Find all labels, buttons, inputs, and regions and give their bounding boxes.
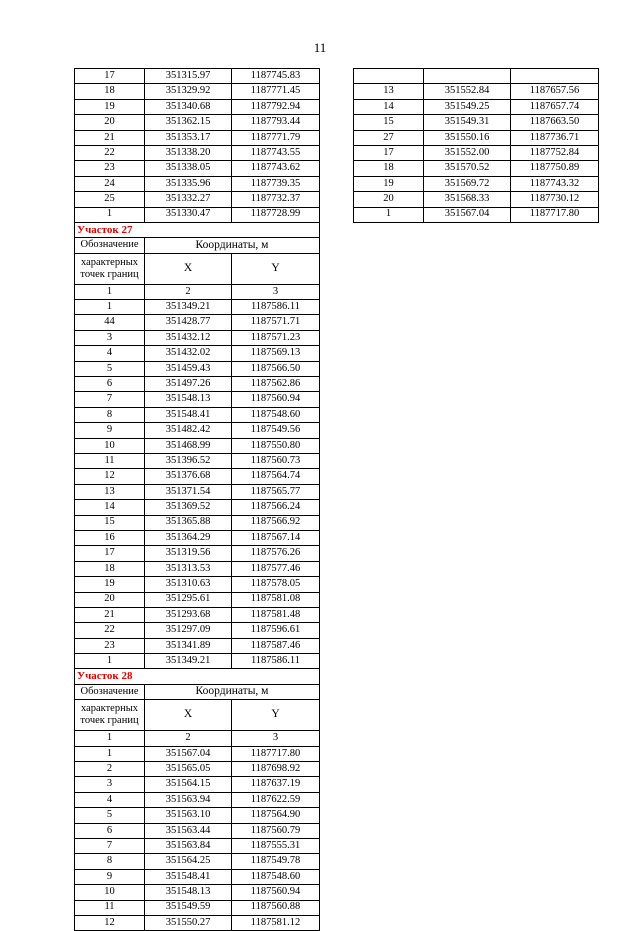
point-number-cell: 1 (75, 300, 145, 315)
x-coordinate-cell: 351315.97 (145, 69, 232, 84)
point-number-cell: 21 (75, 130, 145, 145)
table-row (75, 592, 320, 607)
point-number-cell: 15 (354, 115, 424, 130)
y-coordinate-cell: 1187586.11 (232, 300, 320, 315)
point-number-cell: 20 (75, 115, 145, 130)
x-coordinate-cell: 351362.15 (145, 115, 232, 130)
y-coordinate-cell: 1187549.56 (232, 423, 320, 438)
header-row (75, 684, 320, 699)
point-number-cell: 24 (75, 176, 145, 191)
table-row (75, 392, 320, 407)
x-coordinate-cell: 351341.89 (145, 638, 232, 653)
table-row (75, 885, 320, 900)
y-coordinate-cell: 1187745.83 (232, 69, 320, 84)
table-row (75, 469, 320, 484)
header-row (75, 253, 320, 284)
section-title-row (75, 669, 320, 684)
y-coordinate-cell: 1187581.08 (232, 592, 320, 607)
point-number-cell: 15 (75, 515, 145, 530)
point-number-cell: 12 (75, 469, 145, 484)
point-number-cell: 11 (75, 453, 145, 468)
x-coordinate-cell: 351550.16 (424, 130, 511, 145)
y-coordinate-cell: 1187596.61 (232, 623, 320, 638)
x-coordinate-cell: 351570.52 (424, 161, 511, 176)
table-row (354, 207, 599, 222)
x-coordinate-cell: 351548.41 (145, 407, 232, 422)
point-number-cell: 22 (75, 145, 145, 160)
point-number-cell: 10 (75, 885, 145, 900)
x-coordinate-cell: 351432.02 (145, 346, 232, 361)
y-coordinate-cell: 1187587.46 (232, 638, 320, 653)
point-number-cell: 1 (354, 207, 424, 222)
point-number-cell: 14 (75, 500, 145, 515)
column-number: 3 (232, 284, 320, 299)
table-row (75, 623, 320, 638)
point-number-cell: 25 (75, 192, 145, 207)
point-number-cell: 23 (75, 638, 145, 653)
x-coordinate-cell: 351295.61 (145, 592, 232, 607)
x-coordinate-cell: 351349.21 (145, 654, 232, 669)
column-number: 1 (75, 731, 145, 746)
y-coordinate-cell: 1187571.71 (232, 315, 320, 330)
x-coordinate-cell: 351313.53 (145, 561, 232, 576)
point-number-cell: 1 (75, 746, 145, 761)
table-row (75, 530, 320, 545)
table-row (354, 176, 599, 191)
table-row (75, 577, 320, 592)
empty-cell (354, 69, 424, 84)
point-number-cell: 3 (75, 777, 145, 792)
point-number-cell: 20 (354, 192, 424, 207)
x-coordinate-cell: 351329.92 (145, 84, 232, 99)
y-coordinate-cell: 1187560.94 (232, 885, 320, 900)
point-number-cell: 19 (75, 99, 145, 114)
y-coordinate-cell: 1187576.26 (232, 546, 320, 561)
empty-cell (424, 69, 511, 84)
point-number-cell: 18 (354, 161, 424, 176)
point-number-cell: 27 (354, 130, 424, 145)
point-number-cell: 20 (75, 592, 145, 607)
x-coordinate-cell: 351563.84 (145, 838, 232, 853)
x-coordinate-cell: 351364.29 (145, 530, 232, 545)
x-coordinate-cell: 351293.68 (145, 607, 232, 622)
y-coordinate-cell: 1187581.12 (232, 915, 320, 930)
table-row (75, 607, 320, 622)
table-row (75, 808, 320, 823)
x-coordinate-cell: 351338.20 (145, 145, 232, 160)
x-coordinate-cell: 351549.31 (424, 115, 511, 130)
y-coordinate-cell: 1187736.71 (511, 130, 599, 145)
table-row (75, 130, 320, 145)
table-row (75, 838, 320, 853)
x-coordinate-cell: 351459.43 (145, 361, 232, 376)
table-row (75, 654, 320, 669)
section-title: Участок 27 (75, 222, 320, 237)
point-number-cell: 8 (75, 407, 145, 422)
x-coordinate-cell: 351371.54 (145, 484, 232, 499)
point-number-cell: 17 (75, 546, 145, 561)
designation-header: Обозначение (75, 684, 145, 699)
y-coordinate-cell: 1187792.94 (232, 99, 320, 114)
table-row (75, 315, 320, 330)
table-row (354, 115, 599, 130)
table-row (75, 453, 320, 468)
x-coordinate-cell: 351563.10 (145, 808, 232, 823)
table-row (75, 192, 320, 207)
table-row (75, 84, 320, 99)
empty-row (354, 69, 599, 84)
y-coordinate-cell: 1187577.46 (232, 561, 320, 576)
y-coordinate-cell: 1187586.11 (232, 654, 320, 669)
x-coordinate-cell: 351568.33 (424, 192, 511, 207)
point-number-cell: 17 (354, 145, 424, 160)
point-number-cell: 18 (75, 84, 145, 99)
x-coordinate-cell: 351567.04 (145, 746, 232, 761)
table-row (354, 130, 599, 145)
x-coordinate-cell: 351338.05 (145, 161, 232, 176)
y-coordinate-cell: 1187622.59 (232, 792, 320, 807)
header-row (75, 238, 320, 253)
table-row (75, 823, 320, 838)
point-number-cell: 7 (75, 392, 145, 407)
column-number-row (75, 731, 320, 746)
table-row (75, 361, 320, 376)
table-row (75, 99, 320, 114)
point-number-cell: 2 (75, 762, 145, 777)
y-coordinate-cell: 1187548.60 (232, 407, 320, 422)
point-number-cell: 9 (75, 869, 145, 884)
table-row (75, 500, 320, 515)
section-title-row (75, 222, 320, 237)
table-row (354, 192, 599, 207)
table-row (75, 900, 320, 915)
y-header: Y (232, 700, 320, 731)
point-number-cell: 21 (75, 607, 145, 622)
point-number-cell: 6 (75, 823, 145, 838)
x-coordinate-cell: 351376.68 (145, 469, 232, 484)
y-coordinate-cell: 1187560.88 (232, 900, 320, 915)
y-coordinate-cell: 1187560.79 (232, 823, 320, 838)
point-number-cell: 6 (75, 377, 145, 392)
x-coordinate-cell: 351569.72 (424, 176, 511, 191)
x-coordinate-cell: 351548.13 (145, 392, 232, 407)
y-coordinate-cell: 1187560.94 (232, 392, 320, 407)
table-row (75, 777, 320, 792)
x-coordinate-cell: 351340.68 (145, 99, 232, 114)
y-coordinate-cell: 1187732.37 (232, 192, 320, 207)
y-coordinate-cell: 1187698.92 (232, 762, 320, 777)
y-coordinate-cell: 1187743.32 (511, 176, 599, 191)
y-header: Y (232, 253, 320, 284)
y-coordinate-cell: 1187657.74 (511, 99, 599, 114)
table-row (75, 407, 320, 422)
x-coordinate-cell: 351365.88 (145, 515, 232, 530)
table-row (75, 145, 320, 160)
x-coordinate-cell: 351548.13 (145, 885, 232, 900)
y-coordinate-cell: 1187569.13 (232, 346, 320, 361)
point-number-cell: 10 (75, 438, 145, 453)
point-number-cell: 5 (75, 808, 145, 823)
y-coordinate-cell: 1187728.99 (232, 207, 320, 222)
y-coordinate-cell: 1187752.84 (511, 145, 599, 160)
table-row (75, 300, 320, 315)
y-coordinate-cell: 1187793.44 (232, 115, 320, 130)
table-row (354, 161, 599, 176)
point-number-cell: 1 (75, 207, 145, 222)
coordinates-header: Координаты, м (145, 238, 320, 253)
table-row (75, 869, 320, 884)
table-row (75, 915, 320, 930)
column-number-row (75, 284, 320, 299)
point-number-cell: 13 (354, 84, 424, 99)
column-number: 2 (145, 731, 232, 746)
designation-header: Обозначение (75, 238, 145, 253)
y-coordinate-cell: 1187564.74 (232, 469, 320, 484)
point-number-cell: 16 (75, 530, 145, 545)
x-header: X (145, 253, 232, 284)
table-row (75, 638, 320, 653)
y-coordinate-cell: 1187565.77 (232, 484, 320, 499)
column-number: 2 (145, 284, 232, 299)
page-number: 11 (313, 40, 327, 55)
point-number-cell: 13 (75, 484, 145, 499)
x-coordinate-cell: 351396.52 (145, 453, 232, 468)
y-coordinate-cell: 1187771.45 (232, 84, 320, 99)
x-coordinate-cell: 351552.84 (424, 84, 511, 99)
point-number-cell: 12 (75, 915, 145, 930)
point-number-cell: 4 (75, 792, 145, 807)
table-row (75, 854, 320, 869)
y-coordinate-cell: 1187566.24 (232, 500, 320, 515)
y-coordinate-cell: 1187567.14 (232, 530, 320, 545)
char-points-header: характерных точек границ (75, 253, 145, 284)
table-row (75, 69, 320, 84)
y-coordinate-cell: 1187771.79 (232, 130, 320, 145)
x-coordinate-cell: 351552.00 (424, 145, 511, 160)
x-coordinate-cell: 351565.05 (145, 762, 232, 777)
y-coordinate-cell: 1187663.50 (511, 115, 599, 130)
table-row (75, 438, 320, 453)
x-coordinate-cell: 351319.56 (145, 546, 232, 561)
point-number-cell: 11 (75, 900, 145, 915)
y-coordinate-cell: 1187730.12 (511, 192, 599, 207)
table-row (75, 161, 320, 176)
table-row (75, 176, 320, 191)
table-row (75, 515, 320, 530)
table-row (75, 746, 320, 761)
table-row (354, 84, 599, 99)
coordinates-table-right (353, 68, 599, 223)
x-coordinate-cell: 351564.15 (145, 777, 232, 792)
y-coordinate-cell: 1187560.73 (232, 453, 320, 468)
x-coordinate-cell: 351369.52 (145, 500, 232, 515)
x-coordinate-cell: 351432.12 (145, 330, 232, 345)
x-coordinate-cell: 351497.26 (145, 377, 232, 392)
table-row (75, 207, 320, 222)
point-number-cell: 7 (75, 838, 145, 853)
char-points-header: характерных точек границ (75, 700, 145, 731)
table-row (75, 423, 320, 438)
y-coordinate-cell: 1187657.56 (511, 84, 599, 99)
y-coordinate-cell: 1187555.31 (232, 838, 320, 853)
x-coordinate-cell: 351310.63 (145, 577, 232, 592)
point-number-cell: 14 (354, 99, 424, 114)
x-coordinate-cell: 351482.42 (145, 423, 232, 438)
x-coordinate-cell: 351563.44 (145, 823, 232, 838)
x-coordinate-cell: 351349.21 (145, 300, 232, 315)
x-coordinate-cell: 351548.41 (145, 869, 232, 884)
y-coordinate-cell: 1187750.89 (511, 161, 599, 176)
coordinates-header: Координаты, м (145, 684, 320, 699)
y-coordinate-cell: 1187717.80 (232, 746, 320, 761)
x-coordinate-cell: 351468.99 (145, 438, 232, 453)
table-row (75, 546, 320, 561)
x-coordinate-cell: 351549.25 (424, 99, 511, 114)
y-coordinate-cell: 1187637.19 (232, 777, 320, 792)
y-coordinate-cell: 1187571.23 (232, 330, 320, 345)
table-row (75, 377, 320, 392)
point-number-cell: 8 (75, 854, 145, 869)
table-row (75, 561, 320, 576)
point-number-cell: 23 (75, 161, 145, 176)
column-number: 1 (75, 284, 145, 299)
x-coordinate-cell: 351563.94 (145, 792, 232, 807)
x-coordinate-cell: 351549.59 (145, 900, 232, 915)
y-coordinate-cell: 1187550.80 (232, 438, 320, 453)
x-coordinate-cell: 351353.17 (145, 130, 232, 145)
table-row (75, 330, 320, 345)
y-coordinate-cell: 1187566.92 (232, 515, 320, 530)
point-number-cell: 19 (75, 577, 145, 592)
table-row (354, 99, 599, 114)
point-number-cell: 19 (354, 176, 424, 191)
point-number-cell: 4 (75, 346, 145, 361)
table-row (75, 115, 320, 130)
y-coordinate-cell: 1187578.05 (232, 577, 320, 592)
x-coordinate-cell: 351428.77 (145, 315, 232, 330)
x-coordinate-cell: 351550.27 (145, 915, 232, 930)
point-number-cell: 5 (75, 361, 145, 376)
x-coordinate-cell: 351564.25 (145, 854, 232, 869)
x-coordinate-cell: 351335.96 (145, 176, 232, 191)
table-row (75, 762, 320, 777)
x-coordinate-cell: 351332.27 (145, 192, 232, 207)
point-number-cell: 22 (75, 623, 145, 638)
x-coordinate-cell: 351330.47 (145, 207, 232, 222)
point-number-cell: 9 (75, 423, 145, 438)
y-coordinate-cell: 1187739.35 (232, 176, 320, 191)
y-coordinate-cell: 1187743.55 (232, 145, 320, 160)
column-number: 3 (232, 731, 320, 746)
x-coordinate-cell: 351567.04 (424, 207, 511, 222)
point-number-cell: 3 (75, 330, 145, 345)
header-row (75, 700, 320, 731)
y-coordinate-cell: 1187717.80 (511, 207, 599, 222)
section-title: Участок 28 (75, 669, 320, 684)
y-coordinate-cell: 1187566.50 (232, 361, 320, 376)
y-coordinate-cell: 1187581.48 (232, 607, 320, 622)
x-coordinate-cell: 351297.09 (145, 623, 232, 638)
table-row (75, 484, 320, 499)
coordinates-table-left (74, 68, 320, 931)
table-row (75, 346, 320, 361)
y-coordinate-cell: 1187548.60 (232, 869, 320, 884)
table-row (75, 792, 320, 807)
y-coordinate-cell: 1187564.90 (232, 808, 320, 823)
y-coordinate-cell: 1187743.62 (232, 161, 320, 176)
point-number-cell: 44 (75, 315, 145, 330)
table-row (354, 145, 599, 160)
point-number-cell: 1 (75, 654, 145, 669)
empty-cell (511, 69, 599, 84)
y-coordinate-cell: 1187549.78 (232, 854, 320, 869)
x-header: X (145, 700, 232, 731)
point-number-cell: 18 (75, 561, 145, 576)
y-coordinate-cell: 1187562.86 (232, 377, 320, 392)
point-number-cell: 17 (75, 69, 145, 84)
